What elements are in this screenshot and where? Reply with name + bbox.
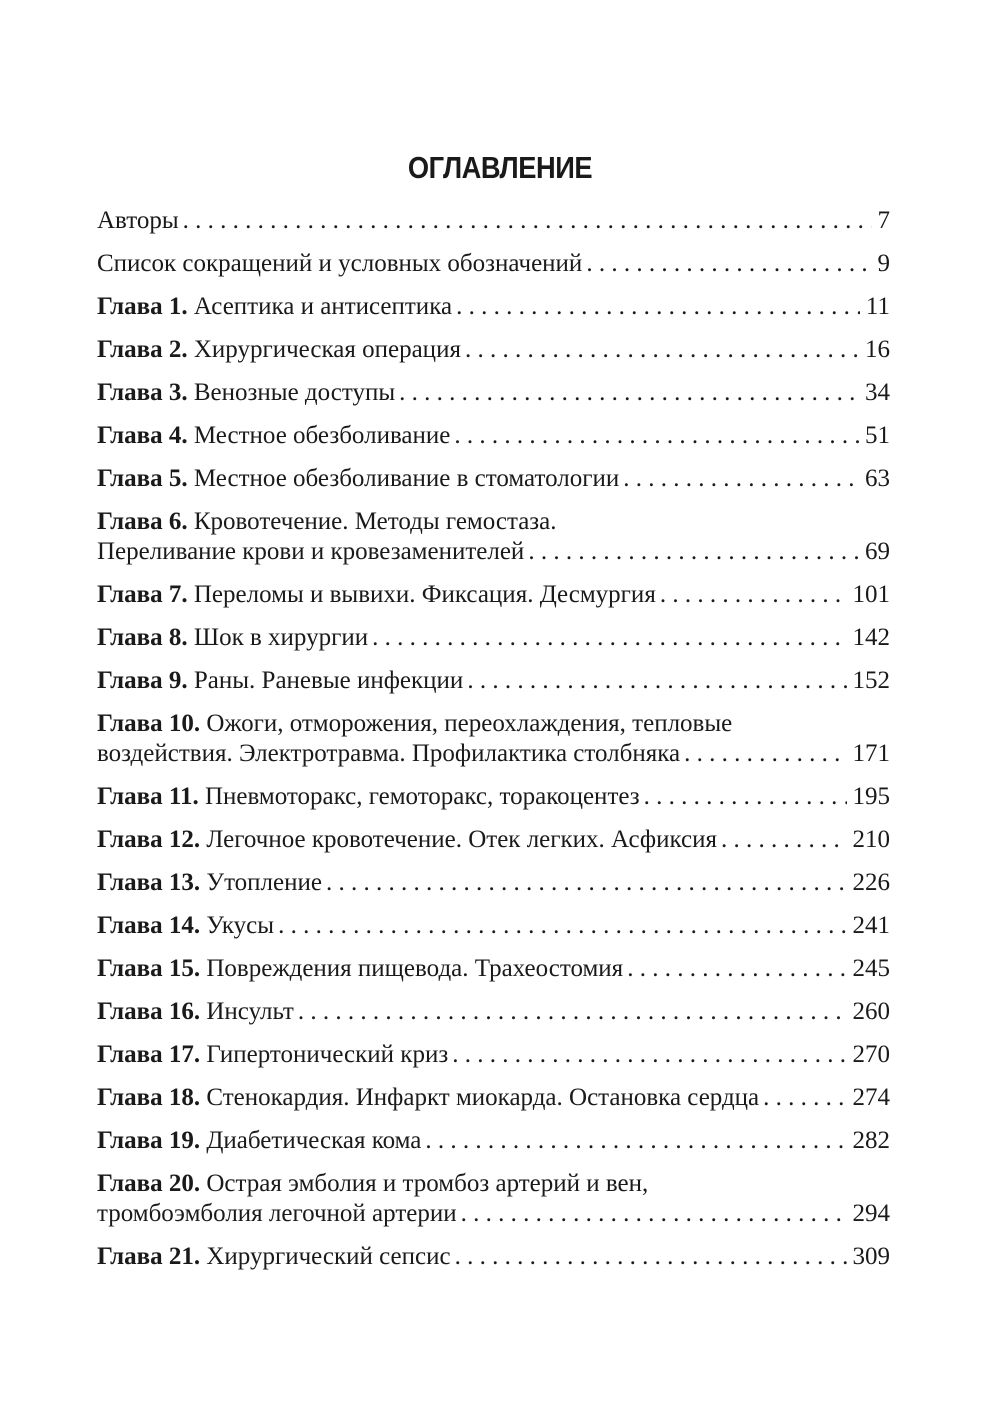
dot-leader: [721, 825, 847, 855]
chapter-title-text: Пневмоторакс, гемоторакс, торакоцентез: [204, 783, 640, 810]
toc-entry-final-line: [97, 868, 890, 898]
chapter-title-text: Укусы: [206, 912, 275, 939]
chapter-title-text: Раны. Раневые инфекции: [193, 667, 464, 694]
chapter-title-text: Инсульт: [206, 998, 294, 1025]
chapter-label: Глава 21.: [97, 1243, 201, 1270]
toc-entry-final-line: [97, 825, 890, 855]
chapter-label: Глава 2.: [97, 336, 188, 363]
dot-leader: [660, 580, 847, 610]
chapter-title-text: Местное обезболивание: [193, 422, 451, 449]
toc-entry-title: [97, 782, 640, 812]
toc-entry-line: [97, 507, 890, 537]
chapter-label: Глава 13.: [97, 869, 201, 896]
toc-entry-title: [97, 378, 395, 408]
chapter-label: Глава 12.: [97, 826, 201, 853]
dot-leader: [326, 868, 847, 898]
toc-entry[interactable]: [97, 782, 890, 812]
toc-entry-final-line: [97, 1199, 890, 1229]
toc-entry-final-line: [97, 739, 890, 769]
dot-leader: [763, 1083, 846, 1113]
chapter-title-text: Стенокардия. Инфаркт миокарда. Остановка сердца: [206, 1084, 760, 1111]
chapter-label: Глава 8.: [97, 624, 188, 651]
dot-leader: [586, 249, 871, 279]
chapter-title-text: Диабетическая кома: [206, 1127, 422, 1154]
dot-leader: [456, 292, 860, 322]
page-number: 210: [852, 826, 890, 853]
chapter-title-text: Повреждения пищевода. Трахеостомия: [206, 955, 624, 982]
toc-entry-final-line: [97, 1083, 890, 1113]
toc-entry-final-line: [97, 249, 890, 279]
toc-entry-title: [97, 580, 656, 610]
chapter-label: Глава 1.: [97, 293, 188, 320]
toc-entry-title: [97, 954, 623, 984]
toc-entry[interactable]: [97, 507, 890, 567]
chapter-label: Глава 6.: [97, 508, 188, 535]
toc-entry-final-line: [97, 206, 890, 236]
dot-leader: [278, 911, 846, 941]
dot-leader: [644, 782, 847, 812]
toc-entry-final-line: [97, 464, 890, 494]
toc-entry[interactable]: [97, 1126, 890, 1156]
toc-entry[interactable]: [97, 825, 890, 855]
toc-entry-final-line: [97, 537, 890, 567]
dot-leader: [183, 206, 872, 236]
toc-entry-final-line: [97, 421, 890, 451]
toc-entry[interactable]: [97, 1040, 890, 1070]
chapter-label: Глава 3.: [97, 379, 188, 406]
dot-leader: [372, 623, 846, 653]
toc-entry-title: [97, 739, 680, 769]
toc-entry[interactable]: [97, 1083, 890, 1113]
toc-entry-title: [97, 507, 557, 537]
toc-entry-line: [97, 1169, 890, 1199]
dot-leader: [298, 997, 847, 1027]
toc-entry-title: [97, 421, 450, 451]
page-number: 294: [852, 1200, 890, 1227]
toc-entry-title: [97, 1242, 451, 1272]
toc-entry-title: [97, 537, 524, 567]
toc-entry-final-line: [97, 1126, 890, 1156]
chapter-title-text: Ожоги, отморожения, переохлаждения, тепловые: [206, 710, 733, 737]
dot-leader: [452, 1040, 846, 1070]
chapter-title-text: Венозные доступы: [193, 379, 396, 406]
chapter-title-text: тромбоэмболия легочной артерии: [97, 1200, 457, 1227]
dot-leader: [454, 421, 859, 451]
page-number: 274: [852, 1084, 890, 1111]
chapter-title-text: Легочное кровотечение. Отек легких. Асфиксия: [206, 826, 717, 853]
page-number: 51: [865, 422, 890, 449]
table-of-contents: [97, 206, 890, 1285]
dot-leader: [399, 378, 859, 408]
dot-leader: [461, 1199, 847, 1229]
chapter-label: Глава 16.: [97, 998, 201, 1025]
toc-entry-title: [97, 249, 582, 279]
page-number: 69: [865, 538, 890, 565]
dot-leader: [528, 537, 859, 567]
page-number: 9: [877, 250, 890, 277]
chapter-title-text: Утопление: [206, 869, 322, 896]
toc-entry-final-line: [97, 1040, 890, 1070]
toc-entry-title: [97, 464, 619, 494]
chapter-title-text: Острая эмболия и тромбоз артерий и вен,: [206, 1170, 649, 1197]
toc-entry-final-line: [97, 292, 890, 322]
page-number: 152: [852, 667, 890, 694]
toc-entry[interactable]: [97, 709, 890, 769]
toc-entry-title: [97, 868, 322, 898]
toc-entry[interactable]: [97, 911, 890, 941]
toc-entry[interactable]: [97, 206, 890, 236]
toc-entry-title: [97, 1199, 457, 1229]
chapter-label: Глава 17.: [97, 1041, 201, 1068]
dot-leader: [467, 666, 846, 696]
chapter-label: Глава 18.: [97, 1084, 201, 1111]
toc-entry-title: [97, 292, 452, 322]
chapter-label: Глава 15.: [97, 955, 201, 982]
page-number: 282: [852, 1127, 890, 1154]
chapter-label: Глава 19.: [97, 1127, 201, 1154]
chapter-title-text: Гипертонический криз: [206, 1041, 449, 1068]
toc-entry-title: [97, 623, 368, 653]
toc-entry-title: [97, 997, 294, 1027]
page-title: ОГЛАВЛЕНИЕ: [407, 150, 593, 185]
dot-leader: [465, 335, 859, 365]
toc-entry[interactable]: [97, 580, 890, 610]
toc-entry[interactable]: [97, 868, 890, 898]
toc-entry-title: [97, 1083, 759, 1113]
chapter-label: Глава 9.: [97, 667, 188, 694]
toc-entry[interactable]: [97, 335, 890, 365]
toc-entry-final-line: [97, 378, 890, 408]
chapter-title-text: Кровотечение. Методы гемостаза.: [193, 508, 557, 535]
toc-entry[interactable]: [97, 249, 890, 279]
page-number: 7: [877, 207, 890, 234]
page-number: 142: [852, 624, 890, 651]
toc-entry[interactable]: [97, 666, 890, 696]
page-number: 309: [852, 1243, 890, 1270]
dot-leader: [627, 954, 846, 984]
toc-entry[interactable]: [97, 292, 890, 322]
chapter-title-text: Асептика и антисептика: [193, 293, 453, 320]
dot-leader: [455, 1242, 847, 1272]
toc-entry-title: [97, 709, 732, 739]
toc-entry[interactable]: [97, 954, 890, 984]
page-number: 34: [865, 379, 890, 406]
toc-entry-final-line: [97, 782, 890, 812]
chapter-label: Глава 7.: [97, 581, 188, 608]
chapter-title-text: Переломы и вывихи. Фиксация. Десмургия: [193, 581, 656, 608]
toc-entry[interactable]: [97, 378, 890, 408]
dot-leader: [684, 739, 846, 769]
page-number: 270: [852, 1041, 890, 1068]
chapter-title-text: Авторы: [97, 207, 179, 234]
chapter-title-text: Хирургическая операция: [193, 336, 461, 363]
chapter-title-text: Переливание крови и кровезаменителей: [97, 538, 525, 565]
toc-entry-final-line: [97, 623, 890, 653]
chapter-title-text: воздействия. Электротравма. Профилактика столбняка: [97, 740, 681, 767]
dot-leader: [623, 464, 859, 494]
toc-entry[interactable]: [97, 1242, 890, 1272]
toc-entry-line: [97, 709, 890, 739]
toc-entry-title: [97, 1126, 421, 1156]
page-number: 226: [852, 869, 890, 896]
chapter-label: Глава 11.: [97, 783, 199, 810]
toc-entry[interactable]: [97, 997, 890, 1027]
page-number: 171: [852, 740, 890, 767]
page-number: 63: [865, 465, 890, 492]
toc-entry-final-line: [97, 1242, 890, 1272]
page-number: 11: [865, 293, 890, 320]
toc-entry-title: [97, 1040, 448, 1070]
toc-entry-title: [97, 335, 461, 365]
chapter-label: Глава 5.: [97, 465, 188, 492]
page-number: 245: [852, 955, 890, 982]
page-number: 16: [865, 336, 890, 363]
toc-entry-title: [97, 666, 463, 696]
chapter-label: Глава 4.: [97, 422, 188, 449]
dot-leader: [425, 1126, 846, 1156]
toc-entry-final-line: [97, 335, 890, 365]
chapter-label: Глава 20.: [97, 1170, 201, 1197]
chapter-title-text: Местное обезболивание в стоматологии: [193, 465, 620, 492]
page-number: 101: [852, 581, 890, 608]
toc-entry-final-line: [97, 666, 890, 696]
toc-entry-title: [97, 206, 179, 236]
toc-entry-title: [97, 911, 274, 941]
chapter-label: Глава 14.: [97, 912, 201, 939]
toc-entry[interactable]: [97, 421, 890, 451]
chapter-label: Глава 10.: [97, 710, 201, 737]
toc-entry[interactable]: [97, 623, 890, 653]
toc-entry-final-line: [97, 911, 890, 941]
page-number: 260: [852, 998, 890, 1025]
chapter-title-text: Список сокращений и условных обозначений: [97, 250, 583, 277]
toc-entry[interactable]: [97, 464, 890, 494]
toc-entry-title: [97, 1169, 648, 1199]
chapter-title-text: Шок в хирургии: [193, 624, 369, 651]
toc-entry-final-line: [97, 997, 890, 1027]
chapter-title-text: Хирургический сепсис: [206, 1243, 451, 1270]
toc-entry-final-line: [97, 954, 890, 984]
toc-entry-final-line: [97, 580, 890, 610]
page-number: 241: [852, 912, 890, 939]
toc-entry-title: [97, 825, 717, 855]
page-number: 195: [852, 783, 890, 810]
toc-entry[interactable]: [97, 1169, 890, 1229]
